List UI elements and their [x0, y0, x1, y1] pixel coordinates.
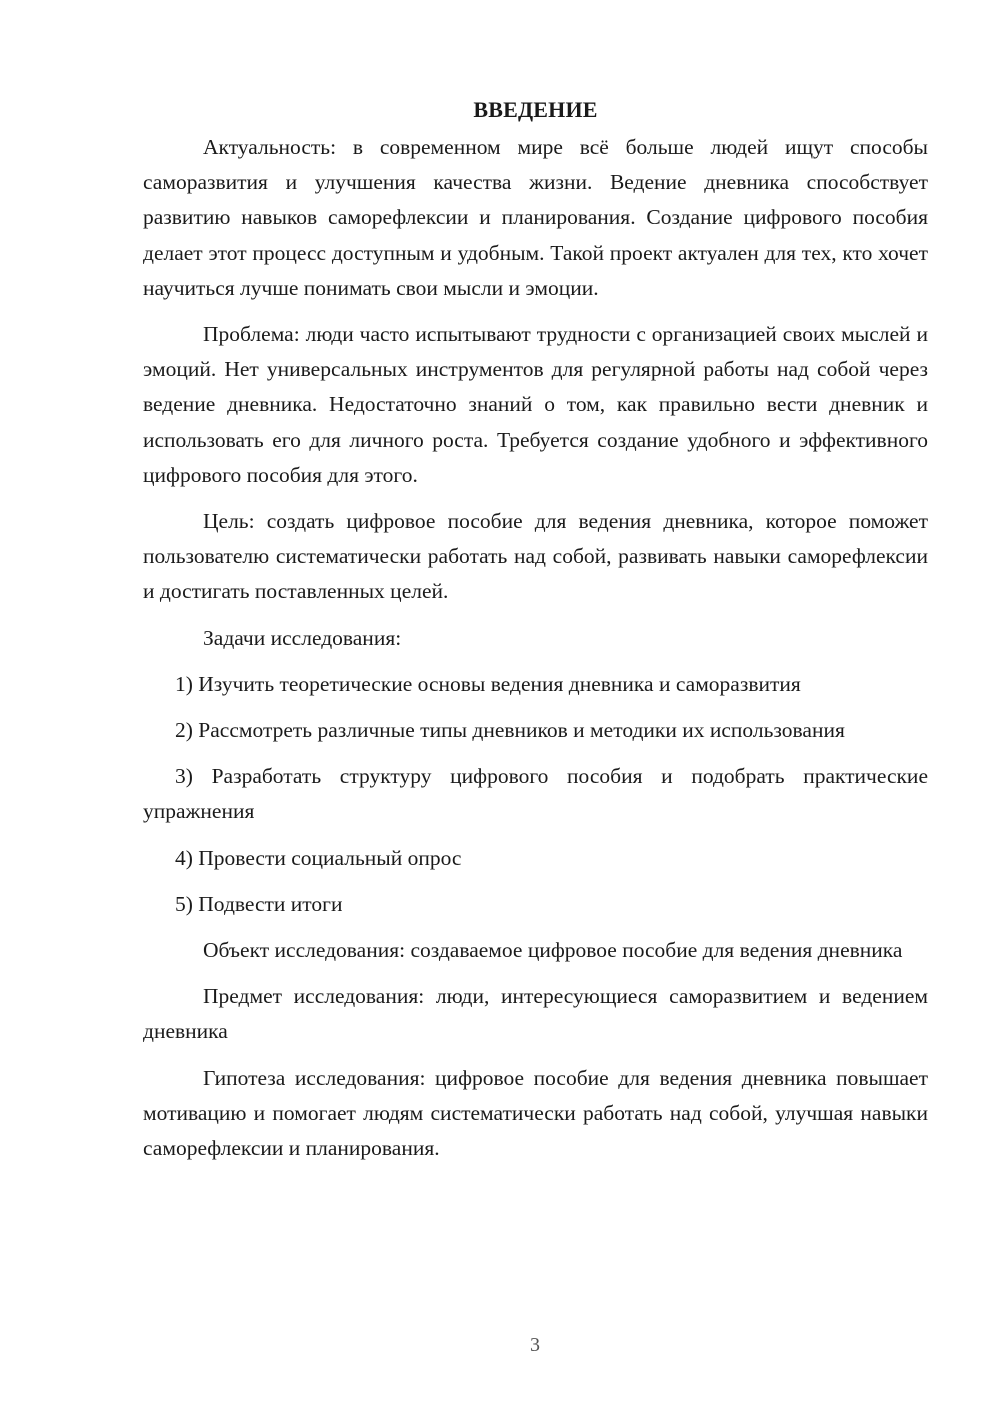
document-page [143, 96, 928, 1166]
paragraph-relevance: Актуальность: в современном мире всё больше людей ищут способы саморазвития и улучшения качества жизни. Ведение дневника способствует развитию навыков саморефлексии и планирования. Создание цифрового пособия делает этот процесс доступным и удобным. Такой проект актуален для тех, кто хочет научиться лучше понимать свои мысли и эмоции. [143, 135, 928, 300]
section-title: ВВЕДЕНИЕ [473, 97, 598, 122]
paragraph-object: Объект исследования: создаваемое цифровое пособие для ведения дневника [203, 938, 903, 963]
list-item: 4) Провести социальный опрос [175, 845, 462, 870]
paragraph-problem: Проблема: люди часто испытывают трудности с организацией своих мыслей и эмоций. Нет универсальных инструментов для регулярной работы над собой через ведение дневника. Недостаточно знаний о том, как правильно вести дневник и использовать его для личного роста. Требуется создание удобного и эффективного цифрового пособия для этого. [143, 322, 928, 487]
paragraph-goal: Цель: создать цифровое пособие для ведения дневника, которое поможет пользователю систематически работать над собой, развивать навыки саморефлексии и достигать поставленных целей. [143, 509, 928, 604]
paragraph-subject: Предмет исследования: люди, интересующиеся саморазвитием и ведением дневника [143, 984, 928, 1044]
list-item: 1) Изучить теоретические основы ведения дневника и саморазвития [175, 671, 801, 696]
list-item: 3) Разработать структуру цифрового пособия и подобрать практические упражнения [143, 764, 928, 824]
paragraph-hypothesis: Гипотеза исследования: цифровое пособие для ведения дневника повышает мотивацию и помогает людям систематически работать над собой, улучшая навыки саморефлексии и планирования. [143, 1065, 928, 1161]
paragraph-tasks-heading: Задачи исследования: [203, 625, 402, 650]
page-number: 3 [530, 1334, 540, 1356]
list-item: 2) Рассмотреть различные типы дневников и методики их использования [175, 718, 845, 743]
list-item: 5) Подвести итоги [175, 891, 343, 916]
